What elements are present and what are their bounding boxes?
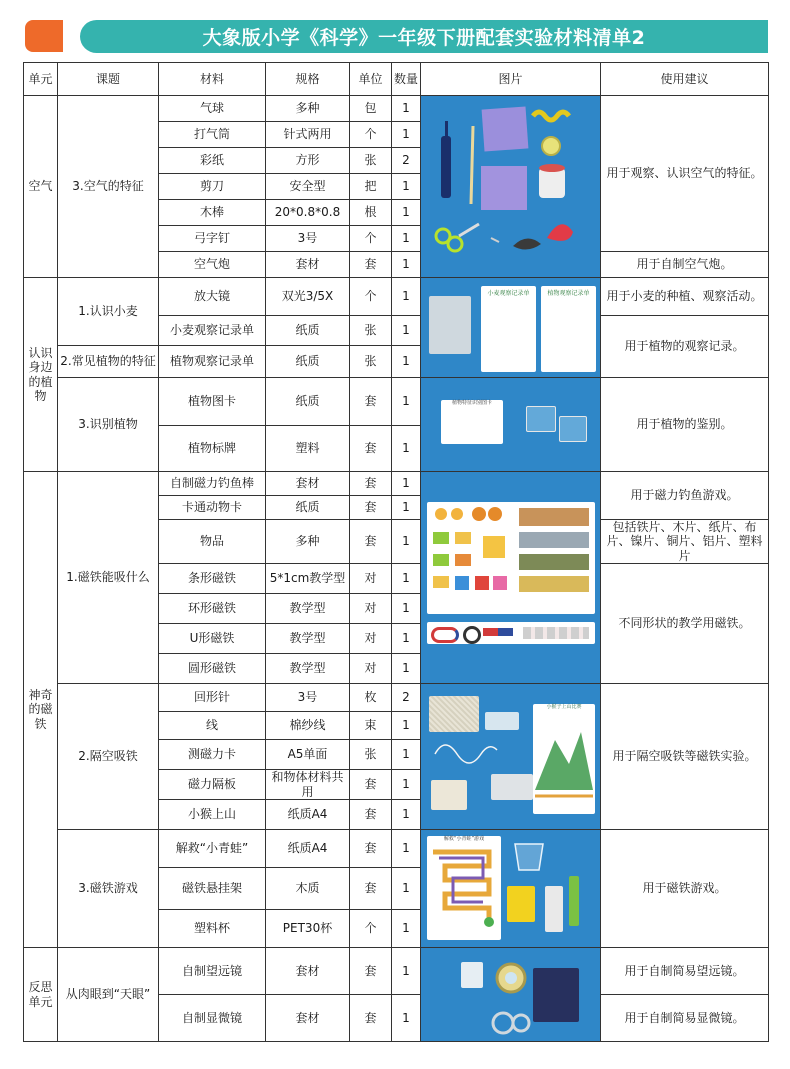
table-row	[24, 684, 769, 712]
unit-cell: 对	[350, 564, 392, 594]
header-quantity: 数量	[392, 63, 421, 96]
staple-icon	[491, 238, 499, 242]
suggestion-cell: 用于观察、认识空气的特征。	[601, 96, 769, 252]
material-cell: 气球	[159, 96, 266, 122]
unit-cell: 套	[350, 868, 392, 910]
qty-cell: 1	[392, 278, 421, 316]
unit-cell: 把	[350, 174, 392, 200]
unit-cell: 套	[350, 378, 392, 426]
material-cell: 塑料杯	[159, 910, 266, 948]
qty-cell: 1	[392, 712, 421, 740]
unit-cell: 束	[350, 712, 392, 740]
spec-cell: 方形	[266, 148, 350, 174]
unit-cell-air: 空气	[24, 96, 58, 278]
unit-cell: 个	[350, 278, 392, 316]
material-chips-icon	[523, 627, 589, 639]
frog-sheet-title: 解救“小青蛙”游戏	[443, 836, 485, 843]
qty-cell: 1	[392, 868, 421, 910]
suggestion-cell: 用于植物的鉴别。	[601, 378, 769, 472]
qty-cell: 1	[392, 520, 421, 564]
spec-cell: 纸质A4	[266, 800, 350, 830]
thread-icon	[431, 734, 501, 774]
mountain-art	[533, 710, 595, 800]
plant-cards-title: 植物特征识别图卡	[451, 400, 492, 406]
unit-cell: 张	[350, 148, 392, 174]
maze-board-icon	[427, 836, 501, 940]
material-cell: 弓字钉	[159, 226, 266, 252]
spec-cell: 安全型	[266, 174, 350, 200]
lesson-cell: 2.常见植物的特征	[58, 346, 159, 378]
table-row	[24, 948, 769, 995]
page-title: 大象版小学《科学》一年级下册配套实验材料清单2	[80, 20, 768, 53]
unit-cell-reflect: 反思单元	[24, 948, 58, 1042]
lesson-cell: 1.磁铁能吸什么	[58, 472, 159, 684]
suggestion-cell: 用于自制空气炮。	[601, 252, 769, 278]
photo-plant-cards	[421, 378, 601, 472]
unit-cell: 套	[350, 800, 392, 830]
unit-cell-magnets: 神奇的磁铁	[24, 472, 58, 948]
unit-cell: 对	[350, 624, 392, 654]
qty-cell: 1	[392, 96, 421, 122]
qty-cell: 1	[392, 378, 421, 426]
unit-cell: 套	[350, 426, 392, 472]
suggestion-cell: 用于植物的观察记录。	[601, 316, 769, 378]
photo-air-materials	[421, 96, 601, 278]
material-cell: 空气炮	[159, 252, 266, 278]
metal-plate-image	[491, 774, 533, 800]
unit-cell: 个	[350, 910, 392, 948]
photo-magnet-game	[421, 830, 601, 948]
pump-icon	[441, 136, 451, 198]
spec-cell: 纸质	[266, 316, 350, 346]
spec-cell: 教学型	[266, 654, 350, 684]
air-cannon-icon	[539, 168, 565, 198]
balloon-red-icon	[547, 224, 573, 241]
colored-paper-icon	[482, 107, 529, 152]
material-cell: 测磁力卡	[159, 740, 266, 770]
material-cell: 回形针	[159, 684, 266, 712]
unit-cell: 套	[350, 995, 392, 1042]
material-cell: 圆形磁铁	[159, 654, 266, 684]
paper-clips-icon	[431, 780, 467, 810]
qty-cell: 1	[392, 496, 421, 520]
unit-cell: 对	[350, 594, 392, 624]
plant-tags-icon	[526, 406, 556, 432]
lesson-cell: 从肉眼到“天眼”	[58, 948, 159, 1042]
header-picture: 图片	[421, 63, 601, 96]
lesson-cell: 2.隔空吸铁	[58, 684, 159, 830]
spec-cell: 教学型	[266, 594, 350, 624]
photo-attract-through	[421, 684, 601, 830]
unit-cell: 套	[350, 472, 392, 496]
balloon-black-icon	[513, 238, 541, 249]
suggestion-cell: 用于小麦的种植、观察活动。	[601, 278, 769, 316]
unit-cell: 个	[350, 226, 392, 252]
unit-cell: 套	[350, 948, 392, 995]
material-cell: 自制磁力钓鱼棒	[159, 472, 266, 496]
material-cell: 条形磁铁	[159, 564, 266, 594]
spec-cell: 3号	[266, 226, 350, 252]
lesson-cell: 3.空气的特征	[58, 96, 159, 278]
qty-cell: 1	[392, 346, 421, 378]
hanger-stand-image	[569, 876, 579, 926]
record-sheets-icon	[481, 286, 536, 372]
qty-cell: 1	[392, 122, 421, 148]
spec-cell: 5*1cm教学型	[266, 564, 350, 594]
yellow-card-image	[507, 886, 535, 922]
qty-cell: 1	[392, 472, 421, 496]
colored-paper-icon	[481, 166, 527, 210]
wheat-sheet-title: 小麦观察记录单	[487, 290, 530, 297]
magnet-card-icon	[485, 712, 519, 730]
unit-cell: 张	[350, 346, 392, 378]
maze-art	[427, 842, 501, 932]
unit-cell: 张	[350, 740, 392, 770]
qty-cell: 1	[392, 200, 421, 226]
qty-cell: 2	[392, 148, 421, 174]
air-kit-illustration	[421, 96, 600, 276]
lesson-cell: 3.磁铁游戏	[58, 830, 159, 948]
lesson-cell: 3.识别植物	[58, 378, 159, 472]
ring-magnets-icon	[463, 626, 481, 644]
material-cell: 打气筒	[159, 122, 266, 148]
material-cell: 卡通动物卡	[159, 496, 266, 520]
spec-cell: 纸质	[266, 496, 350, 520]
material-cell: 木棒	[159, 200, 266, 226]
spec-cell: PET30杯	[266, 910, 350, 948]
qty-cell: 1	[392, 995, 421, 1042]
photo-magnet-attract	[421, 472, 601, 684]
qty-cell: 1	[392, 948, 421, 995]
material-cell: 磁力隔板	[159, 770, 266, 800]
qty-cell: 1	[392, 624, 421, 654]
magnifier-icon	[429, 296, 471, 354]
material-cell: 自制望远镜	[159, 948, 266, 995]
material-cell: U形磁铁	[159, 624, 266, 654]
spec-cell: 纸质A4	[266, 830, 350, 868]
qty-cell: 1	[392, 800, 421, 830]
qty-cell: 1	[392, 654, 421, 684]
spec-cell: A5单面	[266, 740, 350, 770]
qty-cell: 1	[392, 740, 421, 770]
spec-cell: 棉纱线	[266, 712, 350, 740]
spec-cell: 纸质	[266, 346, 350, 378]
plant-sheet-image	[541, 286, 596, 372]
material-cell: 小猴上山	[159, 800, 266, 830]
material-cell: 磁铁悬挂架	[159, 868, 266, 910]
plant-tag-image	[559, 416, 587, 442]
qty-cell: 1	[392, 770, 421, 800]
qty-cell: 1	[392, 316, 421, 346]
material-cell: 植物标牌	[159, 426, 266, 472]
hanger-frame-icon	[545, 886, 563, 932]
qty-cell: 1	[392, 830, 421, 868]
unit-cell: 个	[350, 122, 392, 148]
material-cell: 解救“小青蛙”	[159, 830, 266, 868]
suggestion-cell: 不同形状的教学用磁铁。	[601, 564, 769, 684]
table-row	[24, 378, 769, 426]
suggestion-cell: 用于自制简易显微镜。	[601, 995, 769, 1042]
unit-cell: 根	[350, 200, 392, 226]
material-cell: 剪刀	[159, 174, 266, 200]
unit-cell: 套	[350, 830, 392, 868]
spec-cell: 双光3/5X	[266, 278, 350, 316]
material-cell: 自制显微镜	[159, 995, 266, 1042]
qty-cell: 1	[392, 426, 421, 472]
photo-optics-kits	[421, 948, 601, 1042]
table-row	[24, 96, 769, 122]
unit-cell: 套	[350, 770, 392, 800]
material-cell: 彩纸	[159, 148, 266, 174]
header-spec: 规格	[266, 63, 350, 96]
spec-cell: 纸质	[266, 378, 350, 426]
qty-cell: 1	[392, 252, 421, 278]
monkey-sheet-image	[533, 704, 595, 814]
spec-cell: 套材	[266, 252, 350, 278]
suggestion-cell: 用于隔空吸铁等磁铁实验。	[601, 684, 769, 830]
wood-stick-icon	[471, 126, 473, 204]
table-row	[24, 278, 769, 316]
header-unit: 单元	[24, 63, 58, 96]
materials-table	[23, 62, 769, 1042]
suggestion-cell: 用于磁铁游戏。	[601, 830, 769, 948]
material-cell: 放大镜	[159, 278, 266, 316]
bar-magnets-icon	[483, 628, 513, 636]
material-cell: 线	[159, 712, 266, 740]
material-cell: 植物图卡	[159, 378, 266, 426]
spec-cell: 20*0.8*0.8	[266, 200, 350, 226]
qty-cell: 1	[392, 564, 421, 594]
material-cell: 物品	[159, 520, 266, 564]
telescope-kit-icon	[461, 962, 483, 988]
unit-cell: 套	[350, 496, 392, 520]
magnets-strip	[427, 622, 595, 644]
qty-cell: 1	[392, 226, 421, 252]
unit-cell: 张	[350, 316, 392, 346]
animal-cards-icon	[427, 502, 595, 614]
lens-ring-image	[493, 960, 529, 996]
microscope-kit-icon	[533, 968, 579, 1022]
table-row	[24, 830, 769, 868]
suggestion-cell: 包括铁片、木片、纸片、布片、镍片、铜片、铝片、塑料片	[601, 520, 769, 564]
magnet-partition-icon	[429, 696, 479, 732]
animal-cards-art	[427, 502, 595, 614]
spec-cell: 针式两用	[266, 122, 350, 148]
spec-cell: 和物体材料共用	[266, 770, 350, 800]
suggestion-cell: 用于磁力钓鱼游戏。	[601, 472, 769, 520]
material-cell: 环形磁铁	[159, 594, 266, 624]
header-lesson: 课题	[58, 63, 159, 96]
orange-tab	[25, 20, 63, 52]
spec-cell: 多种	[266, 520, 350, 564]
header-suggestion: 使用建议	[601, 63, 769, 96]
plant-sheet-title: 植物观察记录单	[547, 290, 590, 297]
unit-cell: 枚	[350, 684, 392, 712]
plastic-cup-icon	[509, 838, 549, 874]
unit-cell: 对	[350, 654, 392, 684]
spec-cell: 套材	[266, 995, 350, 1042]
unit-cell-plants: 认识身边的植物	[24, 278, 58, 472]
spec-cell: 木质	[266, 868, 350, 910]
balloons-icon	[533, 112, 569, 120]
material-cell: 小麦观察记录单	[159, 316, 266, 346]
plant-cards-icon	[441, 400, 503, 444]
header-row	[24, 63, 769, 96]
spec-cell: 套材	[266, 472, 350, 496]
photo-plant-sheets	[421, 278, 601, 378]
spec-cell: 塑料	[266, 426, 350, 472]
spec-cell: 套材	[266, 948, 350, 995]
lesson-cell: 1.认识小麦	[58, 278, 159, 346]
qty-cell: 1	[392, 910, 421, 948]
header-measure-unit: 单位	[350, 63, 392, 96]
qty-cell: 1	[392, 174, 421, 200]
unit-cell: 套	[350, 520, 392, 564]
material-cell: 植物观察记录单	[159, 346, 266, 378]
unit-cell: 包	[350, 96, 392, 122]
unit-cell: 套	[350, 252, 392, 278]
spec-cell: 教学型	[266, 624, 350, 654]
lens-pair-image	[491, 1008, 531, 1038]
monkey-sheet-title: 小猴子上山比赛	[546, 704, 582, 711]
table-row	[24, 472, 769, 496]
qty-cell: 1	[392, 594, 421, 624]
header-material: 材料	[159, 63, 266, 96]
u-magnet-icon	[431, 627, 459, 643]
suggestion-cell: 用于自制简易望远镜。	[601, 948, 769, 995]
spec-cell: 3号	[266, 684, 350, 712]
spec-cell: 多种	[266, 96, 350, 122]
qty-cell: 2	[392, 684, 421, 712]
